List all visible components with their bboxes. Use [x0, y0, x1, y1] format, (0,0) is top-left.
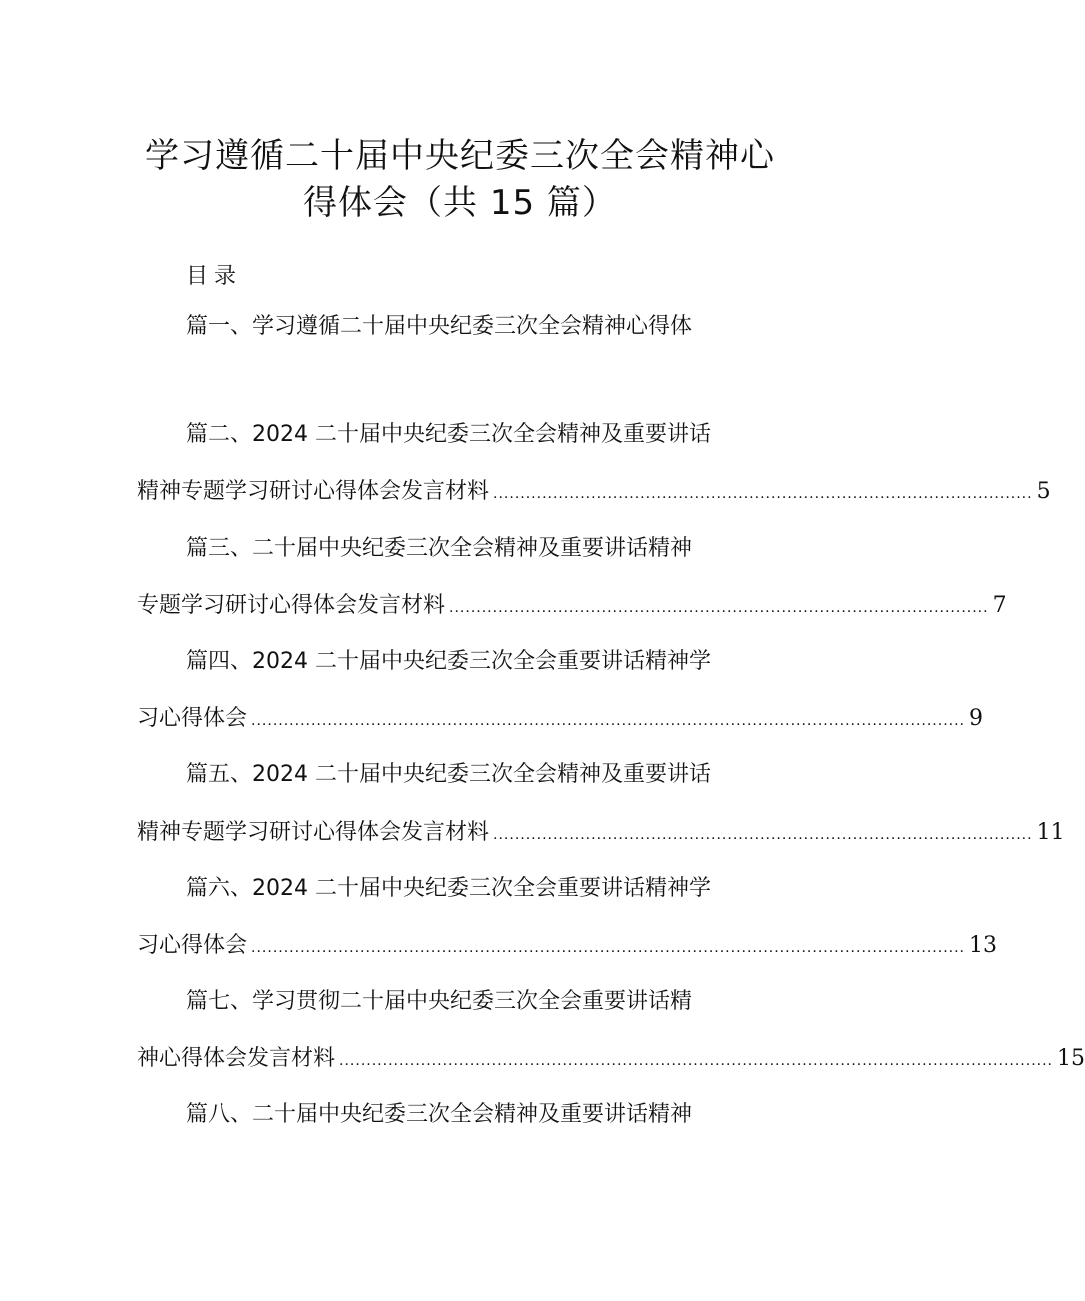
toc-entry-4[interactable]: 篇四、2024 二十届中央纪委三次全会重要讲话精神学 — [186, 649, 711, 674]
toc-entry-5-cont[interactable] — [137, 818, 1065, 850]
document-title-line-1: 学习遵循二十届中央纪委三次全会精神心 — [145, 136, 775, 176]
toc-entry-7[interactable]: 篇七、学习贯彻二十届中央纪委三次全会重要讲话精 — [186, 989, 693, 1014]
toc-entry-text: 专题学习研讨心得体会发言材料 — [137, 593, 446, 618]
toc-entry-1[interactable]: 篇一、学习遵循二十届中央纪委三次全会精神心得体 — [186, 314, 693, 339]
page-number: 15 — [1057, 1046, 1085, 1071]
toc-entry-7-cont[interactable] — [137, 1044, 1085, 1076]
toc-entry-text: 神心得体会发言材料 — [137, 1046, 336, 1071]
document-title-line-2: 得体会（共 15 篇） — [303, 183, 617, 223]
toc-entry-2[interactable]: 篇二、2024 二十届中央纪委三次全会精神及重要讲话 — [186, 422, 711, 447]
page-number: 5 — [1036, 479, 1051, 504]
dot-leader: ................................................................................................... — [493, 827, 1033, 843]
dot-leader: ................................................................................................................................... — [251, 940, 965, 956]
toc-heading: 目录 — [186, 264, 243, 289]
page-number: 11 — [1036, 820, 1065, 845]
dot-leader: ................................................................................................................................... — [251, 713, 965, 729]
page-number: 7 — [992, 593, 1007, 618]
toc-entry-5[interactable]: 篇五、2024 二十届中央纪委三次全会精神及重要讲话 — [186, 762, 711, 787]
toc-entry-8[interactable]: 篇八、二十届中央纪委三次全会精神及重要讲话精神 — [186, 1102, 693, 1127]
toc-entry-4-cont[interactable] — [137, 704, 983, 736]
toc-entry-6[interactable]: 篇六、2024 二十届中央纪委三次全会重要讲话精神学 — [186, 876, 711, 901]
dot-leader: ................................................................................................... — [493, 486, 1033, 502]
toc-entry-6-cont[interactable] — [137, 931, 997, 963]
toc-entry-2-cont[interactable] — [137, 477, 1051, 509]
toc-entry-text: 习心得体会 — [137, 933, 248, 958]
dot-leader: ................................................................................................................................... — [339, 1053, 1053, 1069]
toc-entry-text: 精神专题学习研讨心得体会发言材料 — [137, 479, 490, 504]
page-number: 9 — [969, 706, 983, 731]
toc-entry-3[interactable]: 篇三、二十届中央纪委三次全会精神及重要讲话精神 — [186, 536, 693, 561]
toc-entry-3-cont[interactable] — [137, 591, 1007, 623]
dot-leader: ................................................................................................... — [449, 600, 989, 616]
toc-entry-text: 精神专题学习研讨心得体会发言材料 — [137, 820, 490, 845]
page-number: 13 — [969, 933, 997, 958]
toc-entry-text: 习心得体会 — [137, 706, 248, 731]
